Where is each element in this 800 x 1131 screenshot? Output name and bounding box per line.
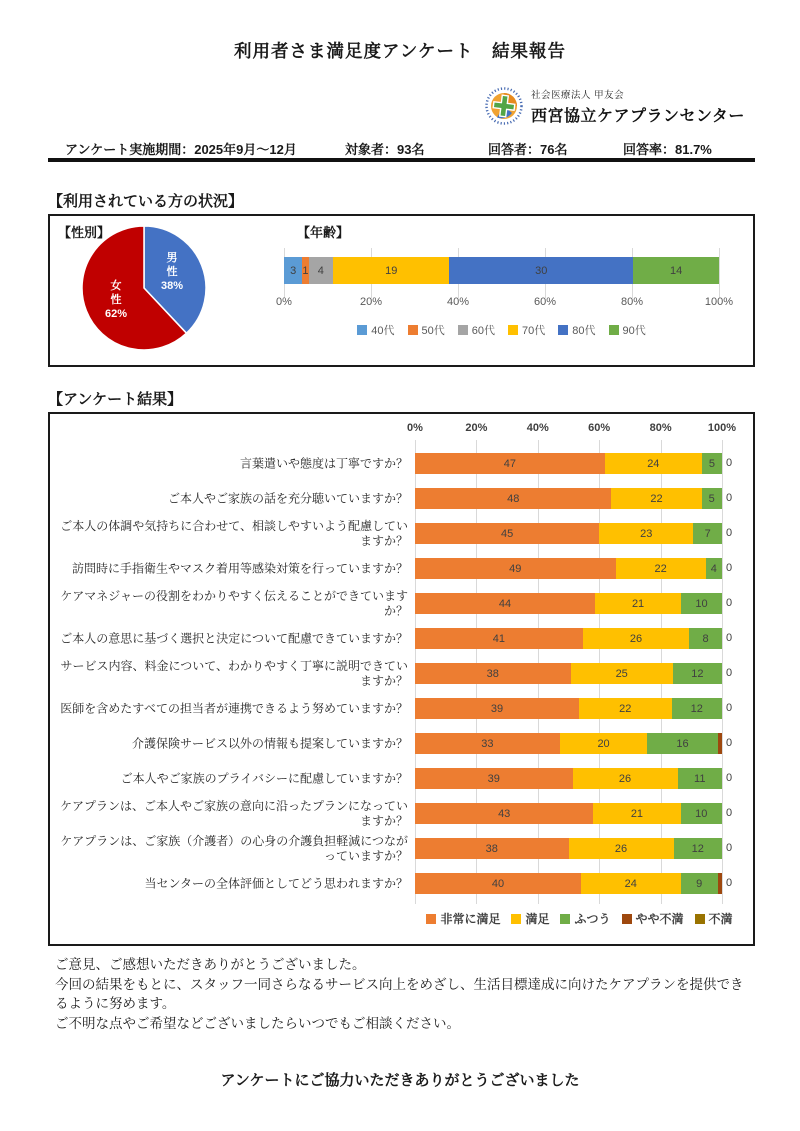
footer-line-3: ご不明な点やご希望などございましたらいつでもご相談ください。 — [55, 1015, 460, 1031]
survey-result-box — [48, 412, 755, 946]
survey-legend-label: ふつう — [574, 912, 611, 926]
age-legend-item-70代 — [508, 322, 545, 338]
survey-bar-chart-plot — [407, 414, 737, 948]
age-legend-swatch — [558, 325, 568, 335]
page-title: 利用者さま満足度アンケート 結果報告 — [234, 41, 566, 61]
survey-axis-tick: 40% — [526, 422, 549, 434]
survey-bar-row — [415, 838, 722, 859]
age-legend-swatch — [609, 325, 619, 335]
logo-center-name: 西宮協立ケアプランセンター — [531, 107, 745, 125]
survey-respondents: 回答者：76名 — [488, 142, 568, 157]
survey-question-label: 訪問時に手指衛生やマスク着用等感染対策を行っていますか？ — [71, 561, 408, 575]
survey-bar-row — [415, 558, 722, 579]
survey-bar-segment-満足: 20 — [560, 733, 648, 754]
age-bar-segment-40代: 3 — [284, 257, 302, 284]
survey-bar-row — [415, 873, 722, 894]
survey-question-label: サービス内容、料金について、わかりやすく丁寧に説明できていますか？ — [60, 658, 408, 688]
survey-legend-label: やや不満 — [635, 912, 684, 926]
age-legend-item-80代 — [558, 322, 595, 338]
survey-bar-segment-ふつう: 8 — [689, 628, 722, 649]
survey-response-rate: 回答率：81.7% — [623, 142, 712, 157]
age-axis-tick: 40% — [446, 296, 470, 308]
survey-bar-segment-非常に満足: 39 — [415, 698, 579, 719]
survey-question-label: 医師を含めたすべての担当者が連携できるよう努めていますか？ — [60, 701, 408, 715]
survey-legend-swatch — [560, 914, 570, 924]
survey-question-label: 言葉遣いや態度は丁寧ですか？ — [239, 456, 408, 470]
survey-bar-segment-満足: 22 — [579, 698, 672, 719]
survey-bar-segment-非常に満足: 48 — [415, 488, 611, 509]
logo-text — [531, 87, 745, 126]
age-bar-segment-50代: 1 — [302, 257, 308, 284]
survey-bar-segment-ふつう: 12 — [674, 838, 722, 859]
survey-bar-segment-満足: 21 — [593, 803, 680, 824]
age-legend-swatch — [408, 325, 418, 335]
survey-bar-segment-満足: 26 — [569, 838, 674, 859]
survey-legend-label: 非常に満足 — [440, 912, 501, 926]
age-axis-tick: 0% — [276, 296, 292, 308]
status-box — [48, 214, 755, 367]
survey-question-label: ケアプランは、ご本人やご家族の意向に沿ったプランになっていますか？ — [60, 798, 409, 828]
gender-pie-chart — [80, 224, 208, 352]
survey-bar-segment-ふつう: 4 — [706, 558, 722, 579]
survey-bar-segment-やや不満 — [718, 873, 722, 894]
survey-zero-label: 0 — [726, 737, 733, 749]
survey-bar-segment-非常に満足: 49 — [415, 558, 616, 579]
survey-bar-segment-やや不満 — [718, 733, 722, 754]
survey-question-label: ご本人やご家族のプライバシーに配慮していますか？ — [120, 771, 408, 785]
age-bar-chart — [276, 246, 734, 346]
survey-legend-label: 不満 — [708, 912, 733, 926]
survey-bar-segment-ふつう: 5 — [702, 488, 722, 509]
survey-zero-label: 0 — [726, 457, 733, 469]
age-legend-item-90代 — [609, 322, 646, 338]
survey-bar-segment-満足: 21 — [595, 593, 681, 614]
survey-zero-label: 0 — [726, 667, 733, 679]
survey-bar-segment-ふつう: 16 — [647, 733, 717, 754]
survey-zero-label: 0 — [726, 597, 733, 609]
age-legend-label: 40代 — [371, 325, 395, 337]
section-status-title: 【利用されている方の状況】 — [48, 190, 755, 216]
thanks-message: アンケートにご協力いただきありがとうございました — [220, 1072, 580, 1089]
survey-legend-label: 満足 — [525, 912, 550, 926]
age-legend-item-50代 — [408, 322, 445, 338]
survey-bar-row — [415, 523, 722, 544]
survey-bar-segment-満足: 23 — [599, 523, 693, 544]
survey-bar-segment-満足: 22 — [616, 558, 706, 579]
survey-bar-segment-非常に満足: 33 — [415, 733, 560, 754]
survey-bar-segment-ふつう: 9 — [681, 873, 718, 894]
survey-legend-swatch — [622, 914, 632, 924]
survey-bar-segment-非常に満足: 38 — [415, 663, 571, 684]
age-legend-label: 70代 — [522, 325, 546, 337]
survey-legend-swatch — [695, 914, 705, 924]
survey-legend-swatch — [426, 914, 436, 924]
age-legend-label: 80代 — [572, 325, 596, 337]
survey-bar-row — [415, 663, 722, 684]
survey-targets: 対象者：93名 — [345, 142, 425, 157]
survey-question-label: 介護保険サービス以外の情報も提案していますか？ — [131, 736, 408, 750]
survey-axis-tick: 20% — [465, 422, 488, 434]
survey-gridline — [722, 440, 723, 904]
age-legend-item-60代 — [458, 322, 495, 338]
survey-bar-segment-ふつう: 10 — [681, 803, 722, 824]
age-legend-label: 50代 — [421, 325, 445, 337]
survey-bar-row — [415, 628, 722, 649]
age-legend-label: 90代 — [622, 325, 646, 337]
survey-legend-item-やや不満 — [622, 910, 684, 927]
age-bar-segment-80代: 30 — [449, 257, 633, 284]
survey-question-label: ご本人の意思に基づく選択と決定について配慮できていますか？ — [60, 631, 408, 645]
survey-bar-segment-非常に満足: 41 — [415, 628, 583, 649]
section-result-title: 【アンケート結果】 — [48, 388, 755, 414]
logo-block — [484, 86, 745, 126]
survey-axis-tick: 100% — [707, 422, 737, 434]
double-divider — [48, 158, 755, 162]
survey-bar-row — [415, 768, 722, 789]
survey-zero-label: 0 — [726, 702, 733, 714]
survey-bar-row — [415, 803, 722, 824]
survey-bar-row — [415, 698, 722, 719]
footer-line-2: 今回の結果をもとに、スタッフ一同さらなるサービス向上をめざし、生活目標達成に向けたケアプランを提供できるように努めます。 — [55, 976, 744, 1011]
survey-bar-segment-ふつう: 11 — [678, 768, 722, 789]
survey-bar-segment-満足: 26 — [583, 628, 689, 649]
survey-legend-item-ふつう — [560, 910, 610, 927]
gender-pie-svg — [80, 224, 208, 352]
survey-bar-segment-満足: 25 — [571, 663, 673, 684]
survey-bar-segment-非常に満足: 38 — [415, 838, 569, 859]
survey-question-label: ご本人の体調や気持ちに合わせて、相談しやすいよう配慮していますか？ — [60, 518, 408, 548]
age-bar-segment-60代: 4 — [309, 257, 334, 284]
survey-legend-item-満足 — [511, 910, 549, 927]
survey-legend-swatch — [511, 914, 521, 924]
survey-bar-segment-満足: 24 — [605, 453, 702, 474]
logo-org-name: 社会医療法人 甲友会 — [531, 89, 625, 101]
survey-question-label: ケアプランは、ご家族（介護者）の心身の介護負担軽減につながっていますか？ — [60, 833, 408, 863]
survey-period: アンケート実施期間：2025年9月～12月 — [65, 142, 297, 157]
survey-bar-row — [415, 488, 722, 509]
survey-question-label: ケアマネジャーの役割をわかりやすく伝えることができていますか？ — [60, 588, 408, 618]
survey-bar-segment-満足: 26 — [573, 768, 678, 789]
survey-bar-segment-非常に満足: 44 — [415, 593, 595, 614]
survey-zero-label: 0 — [726, 877, 733, 889]
survey-bar-segment-非常に満足: 40 — [415, 873, 581, 894]
survey-zero-label: 0 — [726, 562, 733, 574]
survey-question-label: 当センターの全体評価としてどう思われますか？ — [144, 876, 408, 890]
survey-bar-segment-非常に満足: 39 — [415, 768, 573, 789]
age-axis-tick: 80% — [620, 296, 644, 308]
age-legend-label: 60代 — [471, 325, 495, 337]
age-gridline — [719, 248, 720, 298]
survey-bar-row — [415, 453, 722, 474]
survey-bar-segment-非常に満足: 47 — [415, 453, 605, 474]
survey-bar-segment-ふつう: 7 — [693, 523, 722, 544]
survey-bar-row — [415, 593, 722, 614]
age-bar-segment-90代: 14 — [633, 257, 719, 284]
gender-chart-title: 【性別】 — [58, 225, 111, 240]
survey-zero-label: 0 — [726, 807, 733, 819]
age-axis-tick: 60% — [533, 296, 557, 308]
age-legend-swatch — [508, 325, 518, 335]
age-stacked-bar — [284, 257, 719, 284]
survey-bar-segment-非常に満足: 45 — [415, 523, 599, 544]
logo-icon — [484, 86, 524, 126]
survey-bar-segment-ふつう: 12 — [673, 663, 722, 684]
age-axis-tick: 20% — [359, 296, 383, 308]
pie-label-female: 女性 62% — [105, 280, 128, 320]
age-axis-tick: 100% — [704, 296, 734, 308]
survey-question-label: ご本人やご家族の話を充分聴いていますか？ — [167, 491, 408, 505]
survey-bar-segment-ふつう: 5 — [702, 453, 722, 474]
survey-zero-label: 0 — [726, 632, 733, 644]
survey-axis-tick: 60% — [588, 422, 611, 434]
survey-legend-item-不満 — [695, 910, 733, 927]
survey-bar-segment-満足: 22 — [611, 488, 701, 509]
survey-axis-tick: 0% — [407, 422, 423, 434]
age-legend-swatch — [458, 325, 468, 335]
footer-note — [55, 955, 755, 1033]
survey-legend — [402, 910, 757, 927]
survey-zero-label: 0 — [726, 527, 733, 539]
survey-zero-label: 0 — [726, 842, 733, 854]
survey-bar-segment-満足: 24 — [581, 873, 681, 894]
age-chart-title: 【年齢】 — [297, 225, 350, 240]
footer-line-1: ご意見、ご感想いただきありがとうございました。 — [55, 957, 366, 972]
survey-bar-segment-ふつう: 12 — [672, 698, 722, 719]
age-legend-swatch — [357, 325, 367, 335]
survey-bar-row — [415, 733, 722, 754]
survey-bar-segment-非常に満足: 43 — [415, 803, 593, 824]
age-legend — [284, 322, 719, 338]
survey-axis-tick: 80% — [649, 422, 672, 434]
survey-legend-item-非常に満足 — [426, 910, 500, 927]
age-bar-segment-70代: 19 — [333, 257, 449, 284]
survey-zero-label: 0 — [726, 492, 733, 504]
age-legend-item-40代 — [357, 322, 394, 338]
survey-bar-segment-ふつう: 10 — [681, 593, 722, 614]
pie-label-male: 男性 38% — [161, 252, 184, 292]
survey-zero-label: 0 — [726, 772, 733, 784]
